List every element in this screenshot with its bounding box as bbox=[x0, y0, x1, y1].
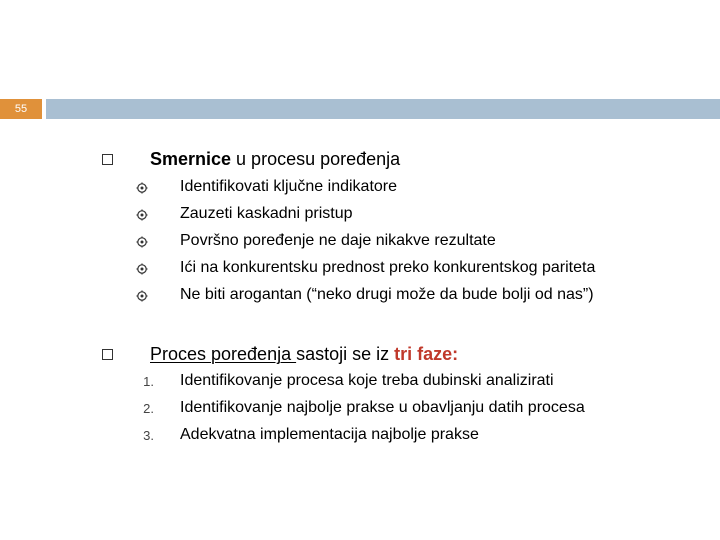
list-item: Identifikovanje najbolje prakse u obavljanju datih procesa bbox=[180, 399, 585, 416]
gear-icon bbox=[136, 236, 148, 248]
heading-accent-text: tri faze: bbox=[394, 344, 459, 364]
list-number: 2. bbox=[143, 401, 154, 416]
list-item: Ne biti arogantan (“neko drugi može da bude bolji od nas”) bbox=[180, 286, 594, 303]
heading-text: sastoji se iz bbox=[296, 344, 395, 364]
list-item: Zauzeti kaskadni pristup bbox=[180, 205, 353, 222]
gear-icon bbox=[136, 263, 148, 275]
square-bullet-icon bbox=[102, 349, 113, 360]
header-bar bbox=[46, 99, 720, 119]
gear-icon bbox=[136, 182, 148, 194]
heading-bold-text: Smernice bbox=[150, 149, 232, 169]
list-item: Identifikovanje procesa koje treba dubinski analizirati bbox=[180, 372, 554, 389]
heading-underlined-text: Proces poređenja bbox=[150, 344, 297, 364]
section-heading-smernice bbox=[150, 149, 400, 170]
list-number: 3. bbox=[143, 428, 154, 443]
list-item: Ići na konkurentsku prednost preko konkurentskog pariteta bbox=[180, 259, 596, 276]
list-item: Površno poređenje ne daje nikakve rezultate bbox=[180, 232, 496, 249]
heading-text: u procesu poređenja bbox=[231, 149, 401, 169]
list-item: Identifikovati ključne indikatore bbox=[180, 178, 398, 195]
square-bullet-icon bbox=[102, 154, 113, 165]
section-heading-proces bbox=[150, 344, 458, 365]
list-number: 1. bbox=[143, 374, 154, 389]
gear-icon bbox=[136, 209, 148, 221]
page-number-badge: 55 bbox=[0, 99, 42, 119]
list-item: Adekvatna implementacija najbolje prakse bbox=[180, 426, 479, 443]
gear-icon bbox=[136, 290, 148, 302]
